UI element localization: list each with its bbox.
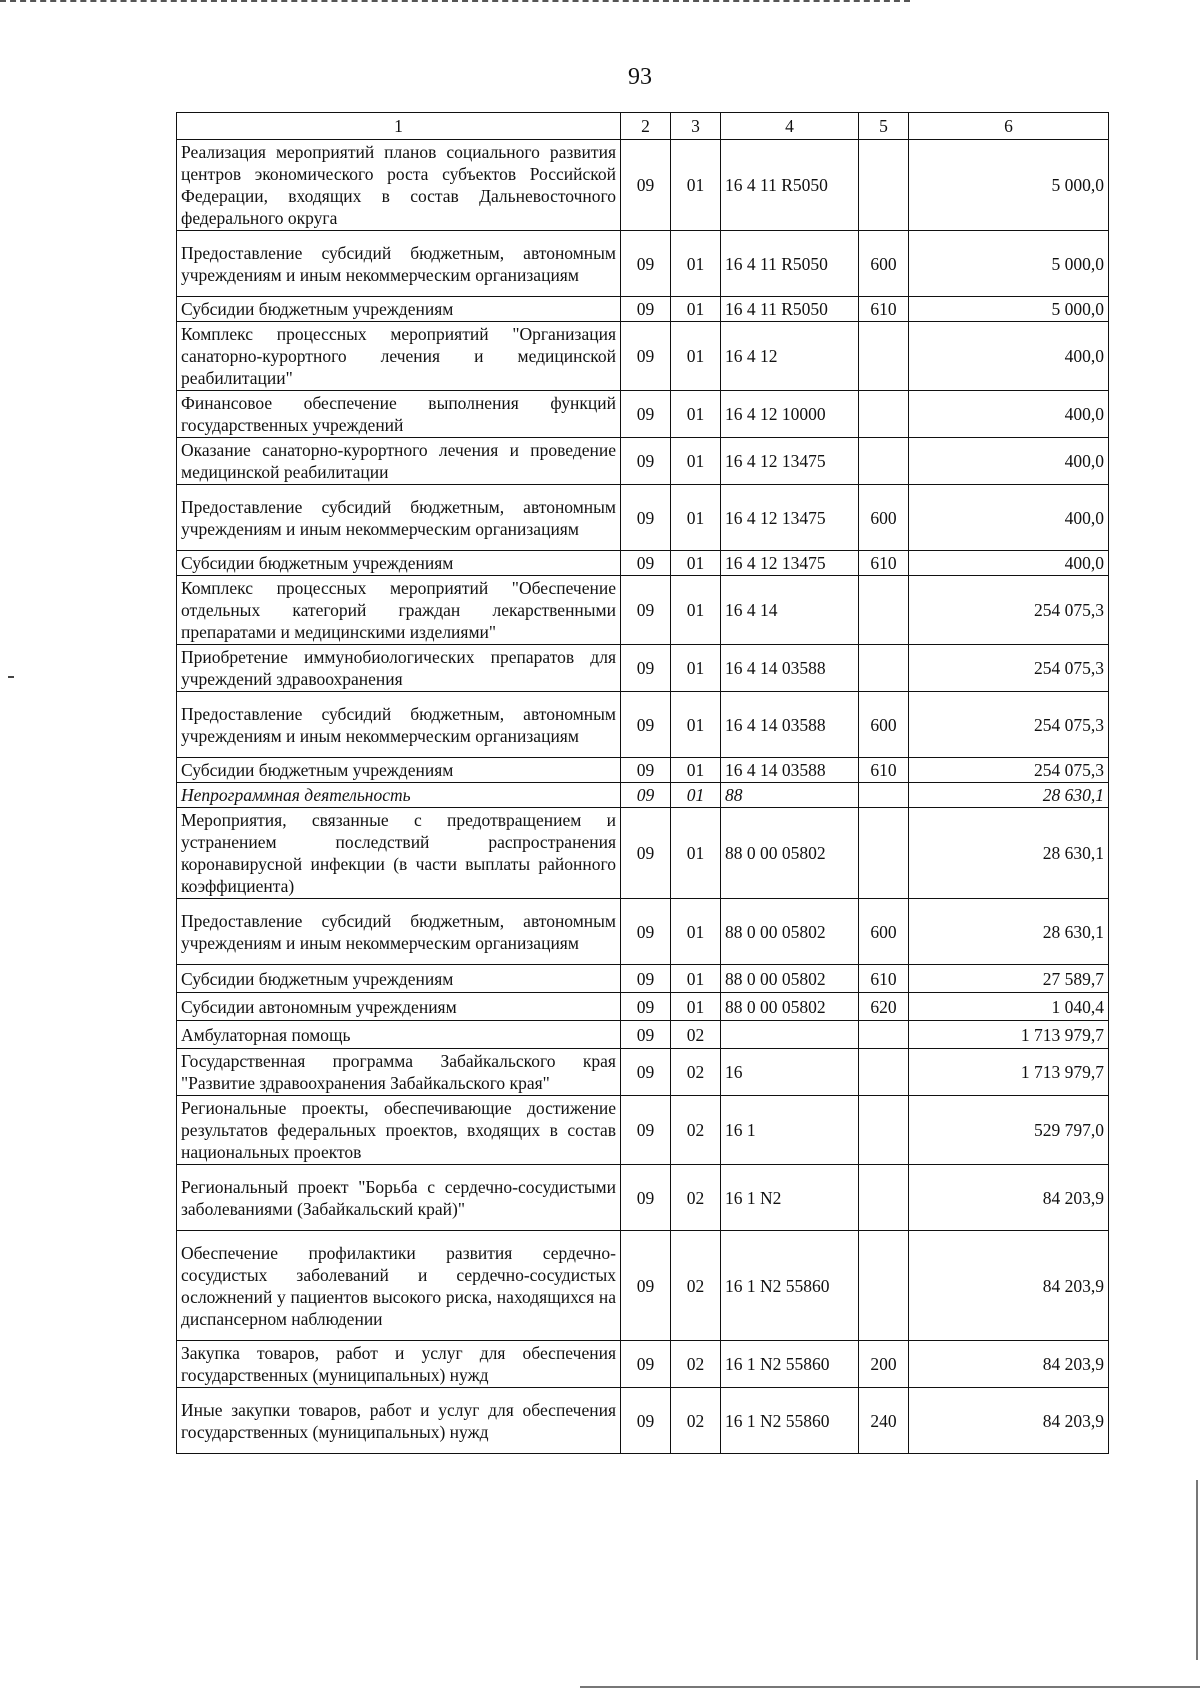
table-row <box>177 231 1109 297</box>
target-article-cell: 16 4 14 <box>721 576 859 645</box>
budget-table <box>176 112 1109 1454</box>
amount-cell: 84 203,9 <box>909 1388 1109 1454</box>
expense-type-cell: 600 <box>859 231 909 297</box>
row-name-cell: Комплекс процессных мероприятий "Обеспечение отдельных категорий граждан лекарственными препаратами и медицинскими изделиями" <box>177 576 621 645</box>
table-header-row <box>177 113 1109 140</box>
scan-edge-right <box>1196 1480 1198 1660</box>
section-code-cell: 09 <box>621 485 671 551</box>
amount-cell: 1 713 979,7 <box>909 1049 1109 1096</box>
row-name-cell: Закупка товаров, работ и услуг для обеспечения государственных (муниципальных) нужд <box>177 1341 621 1388</box>
table-row <box>177 899 1109 965</box>
row-name-cell: Амбулаторная помощь <box>177 1021 621 1049</box>
target-article-cell: 16 1 N2 55860 <box>721 1388 859 1454</box>
expense-type-cell: 610 <box>859 297 909 322</box>
expense-type-cell <box>859 391 909 438</box>
row-name-cell: Предоставление субсидий бюджетным, автономным учреждениям и иным некоммерческим организациям <box>177 485 621 551</box>
amount-cell: 28 630,1 <box>909 783 1109 808</box>
section-code-cell: 09 <box>621 993 671 1021</box>
subsection-code-cell: 01 <box>671 140 721 231</box>
subsection-code-cell: 01 <box>671 438 721 485</box>
target-article-cell: 16 1 N2 55860 <box>721 1341 859 1388</box>
section-code-cell: 09 <box>621 758 671 783</box>
row-name-cell: Комплекс процессных мероприятий "Организация санаторно-курортного лечения и медицинской реабилитации" <box>177 322 621 391</box>
row-name-cell: Непрограммная деятельность <box>177 783 621 808</box>
table-row <box>177 297 1109 322</box>
target-article-cell: 16 4 12 10000 <box>721 391 859 438</box>
expense-type-cell: 200 <box>859 1341 909 1388</box>
row-name-cell: Предоставление субсидий бюджетным, автономным учреждениям и иным некоммерческим организациям <box>177 231 621 297</box>
table-row <box>177 391 1109 438</box>
section-code-cell: 09 <box>621 1341 671 1388</box>
amount-cell: 1 040,4 <box>909 993 1109 1021</box>
target-article-cell: 16 4 14 03588 <box>721 645 859 692</box>
amount-cell: 5 000,0 <box>909 140 1109 231</box>
amount-cell: 400,0 <box>909 438 1109 485</box>
amount-cell: 5 000,0 <box>909 297 1109 322</box>
table-row <box>177 808 1109 899</box>
subsection-code-cell: 01 <box>671 965 721 993</box>
table-row <box>177 783 1109 808</box>
target-article-cell: 16 1 N2 55860 <box>721 1231 859 1341</box>
column-header-6: 6 <box>909 113 1109 140</box>
amount-cell: 254 075,3 <box>909 645 1109 692</box>
amount-cell: 254 075,3 <box>909 758 1109 783</box>
section-code-cell: 09 <box>621 808 671 899</box>
subsection-code-cell: 01 <box>671 391 721 438</box>
subsection-code-cell: 02 <box>671 1049 721 1096</box>
row-name-cell: Региональные проекты, обеспечивающие достижение результатов федеральных проектов, входящих в состав национальных проектов <box>177 1096 621 1165</box>
row-name-cell: Субсидии бюджетным учреждениям <box>177 297 621 322</box>
table-row <box>177 1049 1109 1096</box>
row-name-cell: Субсидии бюджетным учреждениям <box>177 965 621 993</box>
table-row <box>177 645 1109 692</box>
scan-mark-left <box>8 676 14 678</box>
amount-cell: 400,0 <box>909 322 1109 391</box>
column-header-1: 1 <box>177 113 621 140</box>
expense-type-cell: 240 <box>859 1388 909 1454</box>
subsection-code-cell: 01 <box>671 758 721 783</box>
section-code-cell: 09 <box>621 783 671 808</box>
target-article-cell <box>721 1021 859 1049</box>
expense-type-cell <box>859 322 909 391</box>
table-row <box>177 993 1109 1021</box>
target-article-cell: 88 0 00 05802 <box>721 993 859 1021</box>
table-row <box>177 1341 1109 1388</box>
target-article-cell: 16 4 14 03588 <box>721 758 859 783</box>
target-article-cell: 16 4 12 13475 <box>721 485 859 551</box>
expense-type-cell <box>859 1096 909 1165</box>
expense-type-cell <box>859 1165 909 1231</box>
section-code-cell: 09 <box>621 1231 671 1341</box>
table-row <box>177 1021 1109 1049</box>
target-article-cell: 88 0 00 05802 <box>721 899 859 965</box>
target-article-cell: 16 4 12 13475 <box>721 551 859 576</box>
subsection-code-cell: 01 <box>671 297 721 322</box>
target-article-cell: 16 <box>721 1049 859 1096</box>
section-code-cell: 09 <box>621 692 671 758</box>
page-number: 93 <box>628 64 652 90</box>
subsection-code-cell: 02 <box>671 1096 721 1165</box>
table-row <box>177 322 1109 391</box>
section-code-cell: 09 <box>621 576 671 645</box>
scan-edge-top <box>0 0 910 8</box>
section-code-cell: 09 <box>621 1165 671 1231</box>
table-row <box>177 1231 1109 1341</box>
target-article-cell: 16 4 11 R5050 <box>721 231 859 297</box>
subsection-code-cell: 01 <box>671 899 721 965</box>
column-header-4: 4 <box>721 113 859 140</box>
subsection-code-cell: 01 <box>671 783 721 808</box>
subsection-code-cell: 01 <box>671 231 721 297</box>
amount-cell: 27 589,7 <box>909 965 1109 993</box>
row-name-cell: Приобретение иммунобиологических препаратов для учреждений здравоохранения <box>177 645 621 692</box>
target-article-cell: 88 0 00 05802 <box>721 808 859 899</box>
table-row <box>177 1096 1109 1165</box>
column-header-5: 5 <box>859 113 909 140</box>
expense-type-cell <box>859 1231 909 1341</box>
table-row <box>177 1388 1109 1454</box>
subsection-code-cell: 02 <box>671 1021 721 1049</box>
section-code-cell: 09 <box>621 391 671 438</box>
target-article-cell: 16 4 12 <box>721 322 859 391</box>
row-name-cell: Субсидии автономным учреждениям <box>177 993 621 1021</box>
subsection-code-cell: 01 <box>671 485 721 551</box>
subsection-code-cell: 01 <box>671 993 721 1021</box>
amount-cell: 400,0 <box>909 485 1109 551</box>
row-name-cell: Предоставление субсидий бюджетным, автономным учреждениям и иным некоммерческим организациям <box>177 899 621 965</box>
expense-type-cell <box>859 808 909 899</box>
amount-cell: 5 000,0 <box>909 231 1109 297</box>
table-row <box>177 965 1109 993</box>
amount-cell: 84 203,9 <box>909 1231 1109 1341</box>
subsection-code-cell: 01 <box>671 322 721 391</box>
expense-type-cell: 620 <box>859 993 909 1021</box>
subsection-code-cell: 02 <box>671 1165 721 1231</box>
target-article-cell: 88 0 00 05802 <box>721 965 859 993</box>
target-article-cell: 16 4 12 13475 <box>721 438 859 485</box>
section-code-cell: 09 <box>621 231 671 297</box>
section-code-cell: 09 <box>621 899 671 965</box>
section-code-cell: 09 <box>621 140 671 231</box>
row-name-cell: Государственная программа Забайкальского края "Развитие здравоохранения Забайкальского края" <box>177 1049 621 1096</box>
expense-type-cell <box>859 576 909 645</box>
amount-cell: 254 075,3 <box>909 692 1109 758</box>
amount-cell: 254 075,3 <box>909 576 1109 645</box>
amount-cell: 84 203,9 <box>909 1341 1109 1388</box>
table-row <box>177 576 1109 645</box>
expense-type-cell <box>859 783 909 808</box>
table-row <box>177 551 1109 576</box>
row-name-cell: Субсидии бюджетным учреждениям <box>177 758 621 783</box>
target-article-cell: 16 1 N2 <box>721 1165 859 1231</box>
row-name-cell: Оказание санаторно-курортного лечения и проведение медицинской реабилитации <box>177 438 621 485</box>
row-name-cell: Предоставление субсидий бюджетным, автономным учреждениям и иным некоммерческим организациям <box>177 692 621 758</box>
column-header-3: 3 <box>671 113 721 140</box>
row-name-cell: Иные закупки товаров, работ и услуг для обеспечения государственных (муниципальных) нужд <box>177 1388 621 1454</box>
expense-type-cell <box>859 1021 909 1049</box>
amount-cell: 28 630,1 <box>909 808 1109 899</box>
expense-type-cell: 600 <box>859 899 909 965</box>
amount-cell: 1 713 979,7 <box>909 1021 1109 1049</box>
expense-type-cell <box>859 1049 909 1096</box>
subsection-code-cell: 01 <box>671 551 721 576</box>
scan-edge-bottom <box>580 1686 1200 1688</box>
section-code-cell: 09 <box>621 1096 671 1165</box>
column-header-2: 2 <box>621 113 671 140</box>
subsection-code-cell: 02 <box>671 1341 721 1388</box>
row-name-cell: Мероприятия, связанные с предотвращением и устранением последствий распространения коронавирусной инфекции (в части выплаты районного коэффициента) <box>177 808 621 899</box>
subsection-code-cell: 02 <box>671 1231 721 1341</box>
table-row <box>177 438 1109 485</box>
target-article-cell: 88 <box>721 783 859 808</box>
row-name-cell: Финансовое обеспечение выполнения функций государственных учреждений <box>177 391 621 438</box>
section-code-cell: 09 <box>621 438 671 485</box>
expense-type-cell: 600 <box>859 692 909 758</box>
row-name-cell: Обеспечение профилактики развития сердечно-сосудистых заболеваний и сердечно-сосудистых осложнений у пациентов высокого риска, находящихся на диспансерном наблюдении <box>177 1231 621 1341</box>
section-code-cell: 09 <box>621 1021 671 1049</box>
subsection-code-cell: 01 <box>671 692 721 758</box>
amount-cell: 400,0 <box>909 551 1109 576</box>
expense-type-cell <box>859 438 909 485</box>
expense-type-cell: 610 <box>859 758 909 783</box>
table-row <box>177 485 1109 551</box>
section-code-cell: 09 <box>621 297 671 322</box>
target-article-cell: 16 1 <box>721 1096 859 1165</box>
target-article-cell: 16 4 11 R5050 <box>721 297 859 322</box>
table-row <box>177 140 1109 231</box>
target-article-cell: 16 4 11 R5050 <box>721 140 859 231</box>
amount-cell: 529 797,0 <box>909 1096 1109 1165</box>
expense-type-cell: 600 <box>859 485 909 551</box>
section-code-cell: 09 <box>621 1388 671 1454</box>
section-code-cell: 09 <box>621 965 671 993</box>
subsection-code-cell: 02 <box>671 1388 721 1454</box>
subsection-code-cell: 01 <box>671 576 721 645</box>
table-row <box>177 1165 1109 1231</box>
target-article-cell: 16 4 14 03588 <box>721 692 859 758</box>
row-name-cell: Реализация мероприятий планов социального развития центров экономического роста субъектов Российской Федерации, входящих в состав Дальневосточного федерального округа <box>177 140 621 231</box>
row-name-cell: Региональный проект "Борьба с сердечно-сосудистыми заболеваниями (Забайкальский край)" <box>177 1165 621 1231</box>
section-code-cell: 09 <box>621 322 671 391</box>
subsection-code-cell: 01 <box>671 645 721 692</box>
row-name-cell: Субсидии бюджетным учреждениям <box>177 551 621 576</box>
subsection-code-cell: 01 <box>671 808 721 899</box>
section-code-cell: 09 <box>621 645 671 692</box>
section-code-cell: 09 <box>621 551 671 576</box>
section-code-cell: 09 <box>621 1049 671 1096</box>
table-row <box>177 692 1109 758</box>
table-row <box>177 758 1109 783</box>
expense-type-cell: 610 <box>859 965 909 993</box>
amount-cell: 84 203,9 <box>909 1165 1109 1231</box>
expense-type-cell <box>859 140 909 231</box>
expense-type-cell <box>859 645 909 692</box>
amount-cell: 400,0 <box>909 391 1109 438</box>
amount-cell: 28 630,1 <box>909 899 1109 965</box>
expense-type-cell: 610 <box>859 551 909 576</box>
